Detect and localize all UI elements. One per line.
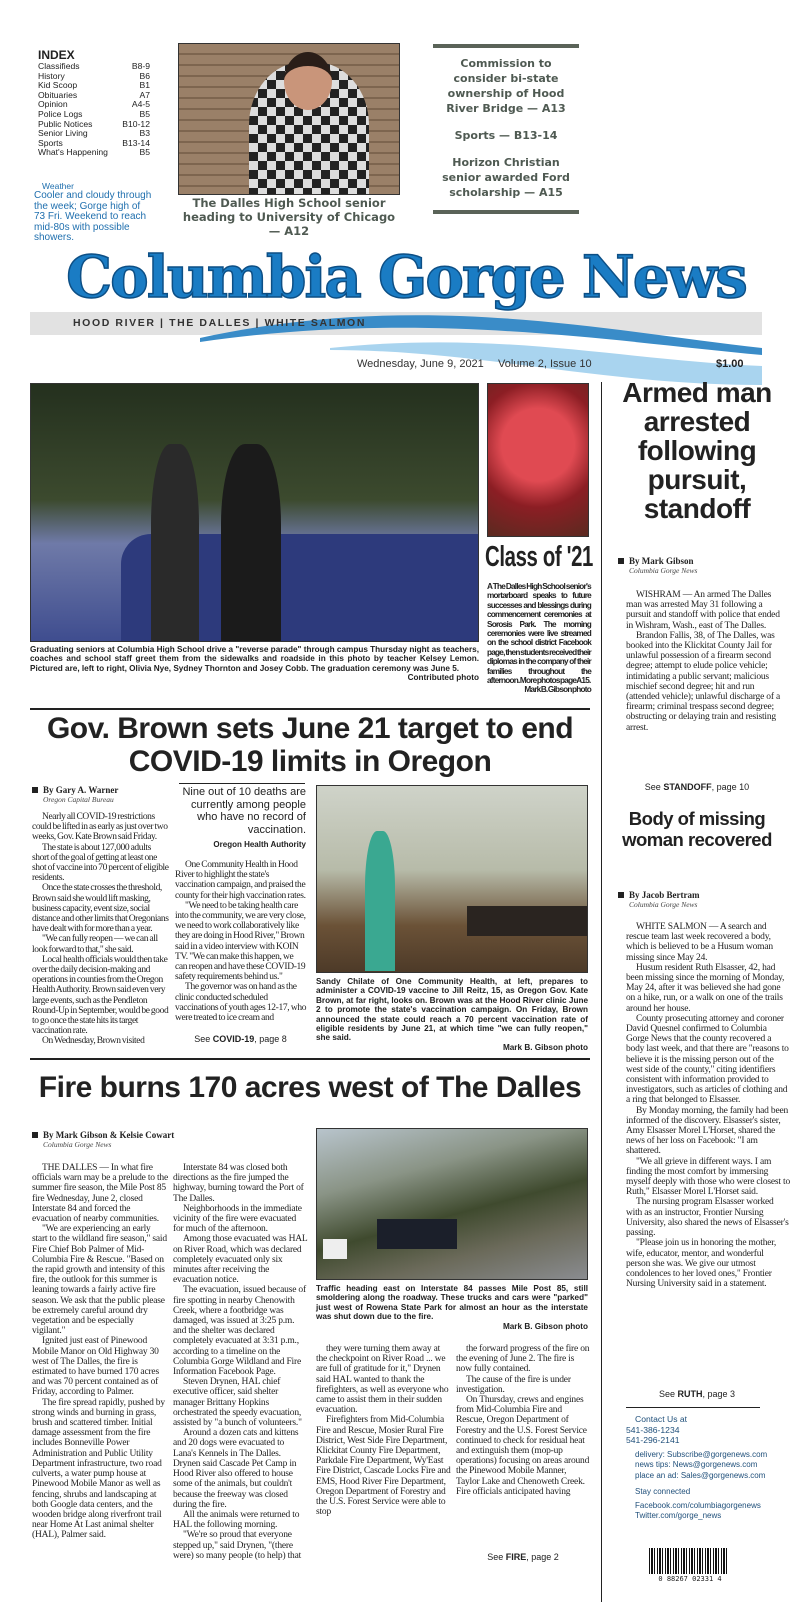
index-box (38, 48, 150, 158)
table-shape (467, 906, 588, 936)
index-list (38, 62, 150, 158)
caption-text: Traffic heading east on Interstate 84 passes Mile Post 85, still smoldering along the roadway. These trucks and cars were "parked" just west of Rowena State Park for almost an hour as the interstate was shut down due to the fire. (316, 1284, 588, 1322)
fire-column-2 (173, 1163, 308, 1561)
paragraph: Neighborhoods in the immediate vicinity of the fire were evacuated for much of the afternoon. (173, 1203, 302, 1235)
contact-email[interactable]: place an ad: Sales@gorgenews.com (635, 1470, 766, 1480)
teaser-box (433, 44, 579, 214)
paragraph: The governor was on hand as the clinic conducted scheduled vaccinations of youth ages 12-17, who were treated to ice cream and (175, 982, 307, 1024)
class21-photo-mortarboard[interactable] (487, 383, 589, 537)
paragraph: "We're so proud that everyone stepped up," said Drynen, "(there were) so many people (to help) that (173, 1530, 302, 1561)
paragraph: Once the state crosses the threshold, Brown said she would lift masking, business capacity, event size, social distance and other limits that Oregonians have dealt with for more than a year. (32, 883, 169, 935)
paragraph: On Wednesday, Brown visited (42, 1036, 145, 1047)
covid-jump[interactable] (175, 1034, 306, 1044)
fire-photo-caption (316, 1284, 588, 1331)
index-page: B1 (139, 80, 150, 91)
index-label: Classifieds (38, 61, 80, 71)
byline-square-icon (618, 558, 624, 564)
contact-rule (626, 1407, 760, 1408)
issue-date: Wednesday, June 9, 2021 (357, 358, 484, 370)
jump-page: , page 10 (711, 782, 750, 792)
paragraph: WISHRAM — An armed The Dalles man was arrested May 31 following a pursuit and standoff with police that ended in Wishram, Wash., east of The Dalles. (626, 590, 780, 631)
photo-credit: Mark B. Gibson photo (502, 1321, 588, 1331)
student-head (284, 52, 332, 110)
teaser-top-bar (433, 44, 579, 48)
paragraph: Steven Drynen, HAL chief executive officer, said shelter manager Brittany Hopkins orchestrated the speedy evacuation, assisted by "a bunch of volunteers." (173, 1377, 302, 1429)
paragraph: "We need to be taking health care into the community, we are very close, we need to work collaboratively like they are doing in Hood River," Brown said in a video interview with KOIN TV. "We can make this happen, we can reopen and have these COVID-19 safety requirements behind us." (175, 900, 306, 983)
contact-phone[interactable]: 541-386-1234 (626, 1424, 680, 1435)
body-headline[interactable]: Body of missing woman recovered (622, 808, 772, 850)
nurse-figure (365, 831, 395, 971)
masthead-towns: HOOD RIVER | THE DALLES | WHITE SALMON (73, 317, 367, 329)
byline-author: By Gary A. Warner (43, 785, 119, 795)
caption-text: Sandy Chilate of One Community Health, at left, prepares to administer a COVID-19 vaccine to Jill Reitz, 15, as Oregon Gov. Kate Brown, at far right, looks on. Brown was at the Hood River clinic June 2 to promote the state's vaccination campaign. On Friday, Brown announced the state could reach a 70 percent vaccination rate of eligible residents by June 21, at which time "we can fully reopen," she said. (316, 977, 588, 1043)
index-label: What's Happening (38, 147, 108, 158)
paragraph: Firefighters from Mid-Columbia Fire and Rescue, Mosier Rural Fire District, West Side Fire Department, Klickitat County Fire Department, Parkdale Fire Department, Wy'East Fire District, Cascade Locks Fire and EMS, Hood River Fire Department, Oregon Department of Forestry and the U.S. Forest Service were able to stop (316, 1415, 451, 1518)
index-page: B6 (139, 70, 150, 81)
paragraph: "We can fully reopen — we can all look forward to that," she said. (32, 934, 158, 955)
social-title: Stay connected (635, 1487, 691, 1496)
photo-credit: Mark B. Gibson photo (502, 1042, 588, 1052)
jump-page: , page 8 (254, 1034, 287, 1044)
byline-outlet: Oregon Capital Bureau (43, 795, 114, 804)
paragraph: "We are experiencing an early start to the wildland fire season," said Fire Chief Bob Palmer of Mid-Columbia Fire & Rescue. "Based on the rapid growth and intensity of this fire, the outlook for this summer is leaning towards a fairly active fire season. We ask that the public please be extremely careful around dry vegetation and be especially vigilant." (32, 1224, 167, 1337)
index-label: Opinion (38, 99, 68, 110)
paragraph: The fire spread rapidly, pushed by strong winds and burning in grass, brush and scattered timber. Initial damage assessment from the fire includes Bonneville Power Administration and Public Utility Department infrastructure, two road culverts, a water pump house at Pinewood Mobile Manor as well as fencing, shrubs and landscaping at both Google data centers, and the wooden bridge along riverfront trail near Home At Last animal shelter (HAL), Palmer said. (32, 1397, 165, 1541)
pull-quote-source: Oregon Health Authority (213, 840, 306, 849)
covid-photo-vaccination[interactable] (316, 785, 588, 973)
paragraph: Around a dozen cats and kittens and 20 dogs were evacuated to Lana's Kennels in The Dalles. Drynen said Cascade Pet Camp in Hood River also offered to house some of the animals, but couldn't because the freeway was closed during the fire. (173, 1428, 299, 1510)
barcode (640, 1548, 740, 1588)
fire-column-4 (456, 1344, 590, 1497)
byline-square-icon (32, 1132, 38, 1138)
pull-quote-box (172, 786, 306, 850)
barcode-bars (649, 1548, 729, 1574)
body-byline (618, 890, 699, 909)
fire-photo-traffic[interactable] (316, 1128, 588, 1280)
index-page: B10-12 (122, 118, 150, 129)
body-jump[interactable] (612, 1389, 782, 1399)
teaser-bridge[interactable]: Commission to consider bi-state ownership of Hood River Bridge — A13 (446, 57, 566, 115)
contact-title: Contact Us at (635, 1414, 688, 1424)
fire-jump[interactable] (456, 1552, 590, 1562)
paragraph: One Community Health in Hood River to highlight the state's vaccination campaign, and praised the county for their high vaccination rates. (175, 860, 306, 901)
contact-phone[interactable]: 541-296-2141 (626, 1435, 680, 1445)
fire-column-3 (316, 1344, 452, 1517)
paragraph: Ignited just east of Pinewood Mobile Manor on Old Highway 30 west of The Dalles, the fire is estimated to have burned 170 acres and was 70 percent contained as of Friday, according to Palmer. (32, 1336, 159, 1398)
person-figure (221, 444, 281, 642)
jump-prefix: See (644, 782, 664, 792)
paragraph: WHITE SALMON — A search and rescue team last week recovered a body, which is believed to be a Husum woman missing since May 24. (626, 922, 773, 963)
index-page: B5 (139, 108, 150, 119)
covid-column-1 (32, 812, 169, 1047)
paragraph: On Thursday, crews and engines from Mid-Columbia Fire and Rescue, Oregon Department of Forestry and the U.S. Forest Service continued to check for residual heat and extinguish them (mop-up operations) focusing on areas around the Pinewood Mobile Manner, Taylor Lake and Chenoweth Creek. Fire officials anticipated having (456, 1395, 590, 1497)
index-page: B5 (139, 147, 150, 158)
byline-author: By Jacob Bertram (629, 890, 700, 900)
index-label: Police Logs (38, 108, 83, 119)
weather-title: Weather (42, 181, 74, 191)
teaser-bottom-bar (433, 210, 579, 214)
class21-caption (487, 582, 591, 695)
issue-volume: Volume 2, Issue 10 (498, 358, 592, 370)
paragraph: The evacuation, issued because of fire spotting in nearby Chenowith Creek, where a footbridge was damaged, was issued at 3:25 p.m. and the shelter was declared completely evacuated at 3:31 p.m., according to a timeline on the Columbia Gorge Wildland and Fire Information Facebook Page. (173, 1285, 306, 1378)
jump-keyword: RUTH (677, 1389, 703, 1399)
index-label: Public Notices (38, 118, 93, 129)
byline-outlet: Columbia Gorge News (43, 1140, 112, 1149)
covid-byline (32, 785, 118, 804)
paragraph: Brandon Fallis, 38, of The Dalles, was booked into the Klickitat County Jail for unlawful possession of a firearm second degree; attempt to elude police vehicle; intimidating a public servant; malicious mischief second degree; hit and run (attended vehicle); unlawful discharge of a firearm; criminal trespass second degree; obstructing or delaying train and resisting arrest. (626, 630, 780, 733)
paragraph: Nearly all COVID-19 restrictions could be lifted in as early as just over two weeks, Gov. Kate Brown said Friday. (32, 812, 168, 843)
jump-prefix: See (487, 1552, 506, 1562)
pull-quote-rule (179, 783, 305, 784)
top-photo-student[interactable] (178, 43, 400, 195)
jump-keyword: COVID-19 (212, 1034, 255, 1044)
jump-page: , page 2 (526, 1552, 559, 1562)
byline-square-icon (32, 787, 38, 793)
person-figure (151, 444, 199, 642)
standoff-article (626, 590, 788, 733)
caption-text: A The Dalles High School senior's mortarboard speaks to future successes and blessings during commencement ceremonies at Sorosis Park. The morning ceremonies were live streamed on the school district Facebook page, then students received their diplomas in the company of their families throughout the afternoon. More photos page A15. (487, 582, 591, 686)
jump-keyword: FIRE (505, 1552, 527, 1562)
lead-photo-caption (30, 645, 479, 683)
teaser-scholarship[interactable]: Horizon Christian senior awarded Ford scholarship — A15 (442, 156, 570, 199)
jump-prefix: See (194, 1034, 213, 1044)
byline-author: By Mark Gibson (629, 556, 694, 566)
top-photo-caption[interactable]: The Dalles High School senior heading to University of Chicago — A12 (182, 196, 396, 238)
paragraph: "We all grieve in different ways. I am finding the most comfort by immersing myself deeply with those who were closest to Ruth," Elsasser Morel L'Horset said. (626, 1156, 791, 1198)
byline-square-icon (618, 892, 624, 898)
fire-column-1 (32, 1163, 168, 1541)
contact-email[interactable]: delivery: Subscribe@gorgenews.com (635, 1449, 768, 1459)
covid-headline[interactable]: Gov. Brown sets June 21 target to end COVID-19 limits in Oregon (46, 712, 574, 778)
index-label: Senior Living (38, 128, 88, 139)
photo-credit: Mark B. Gibson photo (524, 685, 591, 695)
paragraph: the forward progress of the fire on the evening of June 2. The fire is now fully contained. (456, 1344, 590, 1375)
index-page: A4-5 (131, 99, 150, 110)
paragraph: Local health officials would then take over the daily decision-making and operations in counties from the Oregon Health Authority. Brown said even very large events, such as the Pendleton Round-Up in September, would be good to go once the state hits its target vaccination rate. (32, 954, 169, 1037)
weather-text: Cooler and cloudy through the week; Gorge high of 73 Fri. Weekend to reach mid-80s with possible showers. (34, 190, 152, 243)
weather-box (34, 181, 152, 244)
paragraph: By Monday morning, the family had been informed of the discovery. Elsasser's sister, Amy Elsasser Morel L'Horset, shared the news of her loss on Facebook: "I am shattered. (626, 1105, 789, 1157)
fire-byline (32, 1130, 174, 1149)
paragraph: "Please join us in honoring the mother, wife, educator, mentor, and wonderful person she was. We give our utmost condolences to her loved ones," Frontier Nursing University said in a statement. (626, 1238, 777, 1290)
social-link[interactable]: Facebook.com/columbiagorgenews (635, 1500, 761, 1510)
byline-outlet: Columbia Gorge News (629, 566, 698, 575)
contact-box (626, 1414, 792, 1522)
paragraph: The cause of the fire is under investigation. (456, 1374, 571, 1395)
index-label: Sports (38, 137, 63, 148)
jump-page: , page 3 (702, 1389, 736, 1399)
covid-photo-caption (316, 977, 588, 1052)
paragraph: The nursing program Elsasser worked with as an instructor, Frontier Nursing University, also shared the news of Elsasser's passing. (626, 1197, 789, 1239)
paragraph: All the animals were returned to HAL the following morning. (173, 1509, 300, 1531)
section-rule (30, 1058, 590, 1060)
truck-shape (377, 1219, 457, 1249)
column-divider (601, 382, 602, 1602)
barcode-number: 0 88267 02331 4 (658, 1575, 722, 1583)
car-shape (323, 1239, 347, 1259)
paragraph: The state is about 127,000 adults short of the goal of getting at least one shot of vaccine into 70 percent of eligible residents. (32, 842, 169, 884)
teaser-sports[interactable]: Sports — B13-14 (454, 129, 558, 142)
byline-outlet: Columbia Gorge News (629, 900, 698, 909)
social-link[interactable]: Twitter.com/gorge_news (635, 1511, 722, 1520)
index-title: INDEX (38, 48, 75, 62)
contact-email[interactable]: news tips: News@gorgenews.com (635, 1460, 758, 1469)
paragraph: Among those evacuated was HAL on River Road, which was declared completely evacuated only six minutes after receiving the evacuation notice. (173, 1234, 308, 1286)
paragraph: THE DALLES — In what fire officials warn may be a prelude to the summer fire season, the Mile Post 85 fire Wednesday, June 2, closed Interstate 84 and forced the evacuation of nearby communities. (32, 1163, 168, 1225)
index-item[interactable] (38, 148, 150, 158)
standoff-byline (618, 556, 697, 575)
photo-credit: Contributed photo (407, 673, 479, 683)
index-label: Obituaries (38, 89, 78, 100)
section-rule (30, 708, 590, 710)
index-page: B3 (139, 128, 150, 139)
byline-author: By Mark Gibson & Kelsie Cowart (43, 1130, 175, 1140)
caption-text: Graduating seniors at Columbia High School drive a "reverse parade" through campus Thursday night as teachers, coaches and school staff greet them from the sidewalks and roadside in this photo by teacher Kelsey Lemon. Pictured are, left to right, Olivia Nye, Sydney Thornton and Josey Cobb. The graduation ceremony was June 5. (30, 645, 479, 673)
lead-photo-graduates[interactable] (30, 383, 479, 642)
issue-price: $1.00 (716, 358, 744, 370)
paragraph: they were turning them away at the checkpoint on River Road ... we are full of gratitude for it," Drynen said HAL wanted to thank the firefighters, as well as everyone who came to assist them in their sudden evacuation. (316, 1344, 449, 1416)
paragraph: Husum resident Ruth Elsasser, 42, had been missing since the morning of Monday, May 24, after it was believed she had gone on a hike, run, or a walk on one of the trails around her house. (626, 962, 785, 1014)
covid-column-2 (175, 860, 307, 1023)
jump-prefix: See (658, 1389, 678, 1399)
fire-headline[interactable]: Fire burns 170 acres west of The Dalles (38, 1071, 582, 1104)
pull-quote: Nine out of 10 deaths are currently among people who have no record of vaccination. (182, 786, 306, 836)
body-article (626, 922, 790, 1289)
index-label: History (38, 70, 65, 81)
jump-keyword: STANDOFF (663, 782, 712, 792)
index-label: Kid Scoop (38, 80, 78, 91)
masthead-title[interactable]: Columbia Gorge News (66, 243, 746, 311)
index-page: A7 (139, 89, 150, 100)
paragraph: County prosecuting attorney and coroner David Quesnel confirmed to Columbia Gorge News that the county recovered a body last week, and that there are "reasons to believe it is the missing person out of the west side of the county," citing identifiers consistent with information provided to investigators, such as articles of clothing and a ring that belonged to Elsasser. (626, 1013, 789, 1106)
index-page: B13-14 (122, 137, 150, 148)
standoff-jump[interactable] (612, 782, 782, 792)
index-page: B8-9 (131, 61, 150, 71)
standoff-headline[interactable]: Armed man arrested following pursuit, standoff (622, 377, 772, 524)
paragraph: Interstate 84 was closed both directions as the fire jumped the highway, burning toward the Port of The Dalles. (173, 1163, 304, 1204)
class21-title[interactable]: Class of '21 (485, 541, 594, 573)
